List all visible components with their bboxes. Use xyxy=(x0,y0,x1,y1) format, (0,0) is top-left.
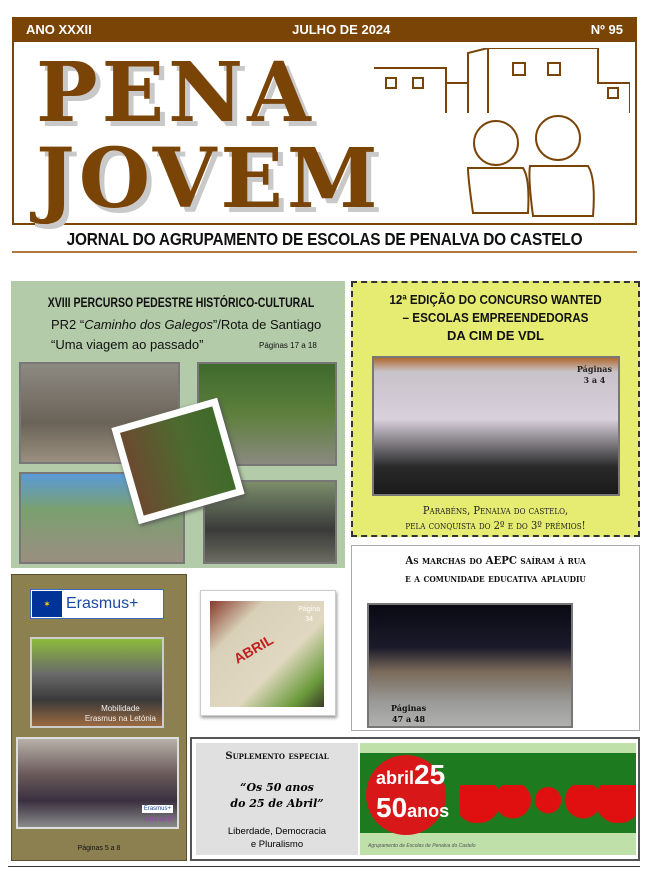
logo-anos: anos xyxy=(407,801,450,821)
caption-line: pela conquista do 2º e do 3º prémios! xyxy=(405,519,586,532)
title-line: – ESCOLAS EMPREENDEDORAS xyxy=(402,310,589,325)
wanted-title xyxy=(353,291,638,345)
issue-number: Nº 95 xyxy=(590,22,623,37)
photo-erasmus-latvia xyxy=(30,637,164,728)
percurso-title: XVIII PERCURSO PEDESTRE HISTÓRICO-CULTURAL xyxy=(47,295,315,310)
quote-line: “Os 50 anos xyxy=(240,781,314,794)
bottom-rule xyxy=(8,866,640,867)
wanted-caption xyxy=(353,503,638,533)
abril-50-logo xyxy=(376,761,449,827)
book-title: ABRIL xyxy=(230,631,276,667)
pages-range: 47 a 48 xyxy=(392,714,426,725)
text: ”/Rota de Santiago xyxy=(212,317,322,332)
caption-line: Mobilidade xyxy=(101,704,140,713)
suplemento-quote xyxy=(196,780,358,812)
eu-flag-icon: ✶ xyxy=(32,591,62,617)
caption-line: Parabéns, Penalva do castelo, xyxy=(422,504,569,517)
abril-card xyxy=(200,590,336,716)
subtitle: JORNAL DO AGRUPAMENTO DE ESCOLAS DE PENALVA DO CASTELO xyxy=(66,229,583,249)
pages-range: 3 a 4 xyxy=(583,375,606,386)
divider xyxy=(12,251,637,253)
erasmus-badge: Erasmus+ xyxy=(143,806,171,812)
pages-label: Páginas xyxy=(576,364,612,374)
photo-owl xyxy=(120,406,236,515)
tagline-line: Liberdade, Democracia xyxy=(227,826,327,837)
percurso-subtitle xyxy=(51,317,321,332)
logo-25: 25 xyxy=(414,759,446,790)
title-jovem: JOVEM xyxy=(36,131,382,227)
photo-abril-book xyxy=(210,601,324,707)
banner-footer: Agrupamento de Escolas de Penalva do Castelo xyxy=(368,843,476,849)
suplemento-heading: Suplemento especial xyxy=(225,751,329,762)
wanted-pages xyxy=(577,364,612,386)
carnations xyxy=(460,785,636,823)
suplemento-panel xyxy=(190,737,640,861)
title-line: 12ª EDIÇÃO DO CONCURSO WANTED xyxy=(389,292,602,307)
pages-label: Páginas xyxy=(391,703,427,713)
erasmus-pages: Páginas 5 a 8 xyxy=(77,845,121,852)
tagline-line: e Pluralismo xyxy=(250,839,304,850)
title-pena: PENA xyxy=(36,45,315,141)
photo-award-ceremony xyxy=(372,356,620,496)
pages-label: Página xyxy=(298,606,320,613)
percurso-tagline: “Uma viagem ao passado” xyxy=(51,337,204,352)
suplemento-tagline xyxy=(196,825,358,851)
title-line: DA CIM DE VDL xyxy=(446,328,545,343)
title-line: e a comunidade educativa aplaudiu xyxy=(405,572,586,585)
pages-range: 34 xyxy=(305,616,313,623)
route-name: Caminho dos Galegos xyxy=(84,317,213,332)
erasmus-logo-text: Erasmus+ xyxy=(66,595,139,612)
logo-abril: abril xyxy=(376,768,415,788)
erasmus-panel xyxy=(11,574,187,861)
masthead-band xyxy=(12,17,637,42)
marchas-title xyxy=(352,552,639,588)
marchas-pages xyxy=(391,703,426,725)
percurso-panel xyxy=(11,281,345,568)
abril-pages xyxy=(298,605,320,625)
year: ANO XXXII xyxy=(26,22,92,37)
photo-caption xyxy=(85,704,156,724)
logo-50: 50 xyxy=(376,792,408,823)
title-line: As marchas do AEPC saíram à rua xyxy=(405,554,586,567)
quote-line: do 25 de Abril” xyxy=(230,797,324,810)
issue-date: JULHO DE 2024 xyxy=(292,22,391,37)
school-illustration xyxy=(368,48,630,220)
lets-do-it-badge: Let's do IT xyxy=(145,817,173,823)
text: PR2 “ xyxy=(51,317,85,332)
abril-25-banner xyxy=(360,743,636,855)
caption-line: Erasmus na Letónia xyxy=(84,714,156,723)
photo-erasmus-group xyxy=(16,737,179,829)
photo-marchas xyxy=(367,603,573,728)
wanted-panel xyxy=(351,281,640,537)
suplemento-text-box xyxy=(196,743,358,855)
marchas-panel xyxy=(351,545,640,731)
percurso-pages: Páginas 17 a 18 xyxy=(259,341,317,350)
erasmus-logo xyxy=(30,589,164,619)
